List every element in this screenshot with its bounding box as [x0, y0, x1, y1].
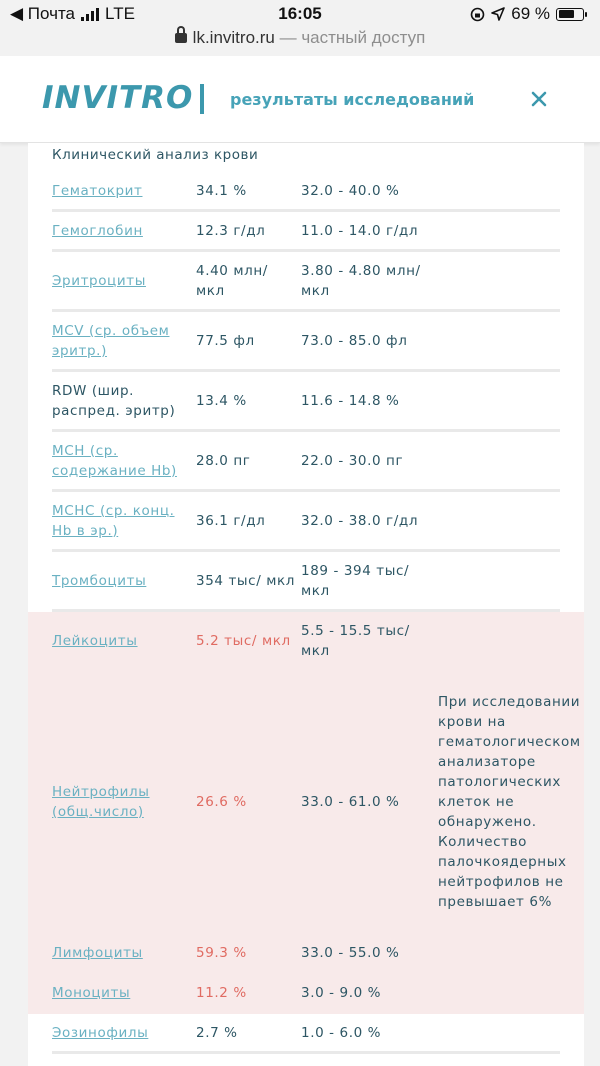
url-bar[interactable] — [0, 28, 600, 54]
test-name[interactable] — [52, 312, 192, 369]
test-name[interactable] — [52, 974, 192, 1011]
table-row — [28, 552, 584, 612]
reference-range: 33.0 - 55.0 % — [301, 944, 400, 961]
test-name-link[interactable]: Моноциты — [52, 984, 131, 1001]
test-value: 34.1 % — [196, 182, 247, 199]
logo-divider — [200, 84, 204, 114]
test-value: 4.40 млн/ мкл — [196, 262, 268, 299]
reference-range: 33.0 - 61.0 % — [301, 793, 400, 810]
table-row — [28, 372, 584, 432]
table-row — [28, 934, 584, 974]
site-header — [0, 56, 600, 143]
status-time: 16:05 — [278, 4, 322, 23]
reference-range: 5.5 - 15.5 тыс/ мкл — [301, 622, 410, 659]
location-arrow-icon — [491, 7, 505, 21]
test-name-link[interactable]: Лейкоциты — [52, 632, 138, 649]
test-name[interactable] — [52, 172, 192, 209]
battery-percent: 69 % — [511, 4, 550, 23]
test-comment — [438, 1014, 578, 1051]
reference-range: 11.6 - 14.8 % — [301, 392, 400, 409]
reference-range: 11.0 - 14.0 г/дл — [301, 222, 419, 239]
test-value: 354 тыс/ мкл — [196, 572, 296, 589]
rotation-lock-icon — [470, 7, 485, 22]
invitro-logo[interactable]: INVITRO — [42, 80, 194, 116]
test-name-link[interactable]: Эозинофилы — [52, 1024, 149, 1041]
test-value: 28.0 пг — [196, 452, 251, 469]
table-row — [28, 212, 584, 252]
table-row — [28, 432, 584, 492]
test-value: 12.3 г/дл — [196, 222, 266, 239]
header-subtitle: результаты исследований — [230, 90, 475, 109]
test-value: 2.7 % — [196, 1024, 238, 1041]
test-name[interactable] — [52, 612, 192, 669]
table-row — [28, 172, 584, 212]
lock-icon — [175, 33, 187, 43]
results-table — [28, 172, 584, 1054]
table-row — [28, 1014, 584, 1054]
test-name-link[interactable]: Нейтрофилы (общ.число) — [52, 783, 150, 820]
test-name[interactable] — [52, 672, 192, 931]
test-value: 36.1 г/дл — [196, 512, 266, 529]
test-name[interactable] — [52, 252, 192, 309]
test-name-link[interactable]: MCV (ср. объем эритр.) — [52, 322, 170, 359]
test-name-text: RDW (шир. распред. эритр) — [52, 382, 176, 419]
test-comment — [438, 212, 578, 249]
reference-range: 1.0 - 6.0 % — [301, 1024, 382, 1041]
table-row — [28, 672, 584, 934]
reference-range: 3.0 - 9.0 % — [301, 984, 382, 1001]
test-name[interactable] — [52, 212, 192, 249]
test-name[interactable] — [52, 1014, 192, 1051]
test-comment — [438, 312, 578, 369]
test-name[interactable] — [52, 432, 192, 489]
test-comment — [438, 252, 578, 309]
test-comment: При исследовании крови на гематологическом анализаторе патологических клеток не обнаружено. Количество палочкоядерных нейтрофилов не превышает 6% — [438, 693, 581, 910]
section-title: Клинический анализ крови — [52, 147, 259, 163]
test-value: 77.5 фл — [196, 332, 255, 349]
test-comment — [438, 172, 578, 209]
table-row — [28, 312, 584, 372]
reference-range: 32.0 - 38.0 г/дл — [301, 512, 419, 529]
test-value: 11.2 % — [196, 984, 247, 1001]
test-name-link[interactable]: Тромбоциты — [52, 572, 147, 589]
status-bar — [0, 0, 600, 28]
test-name-link[interactable]: Гематокрит — [52, 182, 143, 199]
test-name-link[interactable]: MCH (ср. содержание Hb) — [52, 442, 177, 479]
test-comment — [438, 432, 578, 489]
test-value: 5.2 тыс/ мкл — [196, 632, 291, 649]
test-name-link[interactable]: Эритроциты — [52, 272, 146, 289]
test-name-link[interactable]: Лимфоциты — [52, 944, 143, 961]
test-comment — [438, 492, 578, 549]
table-row — [28, 612, 584, 672]
reference-range: 32.0 - 40.0 % — [301, 182, 400, 199]
results-panel — [28, 143, 584, 1066]
reference-range: 3.80 - 4.80 млн/мкл — [301, 262, 421, 299]
row-divider — [52, 1051, 560, 1054]
battery-icon — [556, 8, 584, 21]
test-name[interactable] — [52, 552, 192, 609]
test-name[interactable] — [52, 492, 192, 549]
test-comment — [438, 552, 578, 609]
back-to-app-link[interactable]: ◀ Почта — [10, 4, 76, 23]
test-name — [52, 372, 192, 429]
test-value: 26.6 % — [196, 793, 247, 810]
table-row — [28, 974, 584, 1014]
test-name[interactable] — [52, 934, 192, 971]
status-right — [470, 4, 584, 24]
reference-range: 73.0 - 85.0 фл — [301, 332, 408, 349]
reference-range: 189 - 394 тыс/ мкл — [301, 562, 410, 599]
test-value: 13.4 % — [196, 392, 247, 409]
table-row — [28, 492, 584, 552]
test-value: 59.3 % — [196, 944, 247, 961]
table-row — [28, 252, 584, 312]
network-type: LTE — [105, 4, 135, 23]
test-comment — [438, 372, 578, 429]
test-comment — [438, 612, 578, 669]
url-privacy-note: — частный доступ — [279, 28, 426, 47]
test-name-link[interactable]: MCHC (ср. конц. Hb в эр.) — [52, 502, 175, 539]
test-comment — [438, 934, 578, 971]
close-icon[interactable] — [528, 88, 550, 110]
url-domain: lk.invitro.ru — [192, 28, 275, 47]
test-comment — [438, 974, 578, 1011]
reference-range: 22.0 - 30.0 пг — [301, 452, 404, 469]
test-name-link[interactable]: Гемоглобин — [52, 222, 143, 239]
